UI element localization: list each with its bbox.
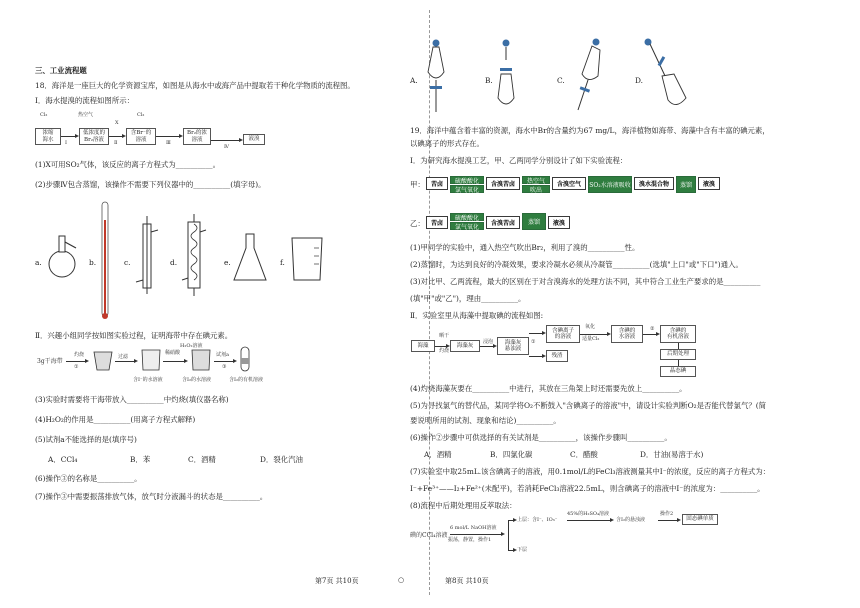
question-19-2: (2)蒸馏时，为达到良好的冷凝效果，要求冷凝水必须从冷凝管__________(选填"上口"或"下口")通入。 xyxy=(410,260,743,269)
question-18-6: (6)操作③的名称是__________。 xyxy=(35,474,142,483)
page-footer: 第8页 共10页 xyxy=(445,577,489,585)
flow-label: 45%的H₂SO₄溶液 xyxy=(567,511,610,517)
flow-step: 热空气 xyxy=(522,176,550,184)
apparatus-label: d. xyxy=(170,258,178,267)
flow-box: 含碘的 有机溶液 xyxy=(660,325,696,343)
flow-step: 硫酸酸化 xyxy=(450,176,484,184)
flow-box: 残渣 xyxy=(546,350,568,362)
flow-box: 固态碘单质 xyxy=(682,514,718,525)
funnel-label: D. xyxy=(635,76,644,85)
section-title: 三、工业流程题 xyxy=(35,66,87,75)
option-a: A．CCl₄ xyxy=(48,455,78,464)
flow-box: 晶态碘 xyxy=(660,366,696,377)
separatory-funnel-icon xyxy=(570,36,610,114)
right-page xyxy=(410,0,850,608)
condenser-icon xyxy=(134,214,160,296)
separatory-funnel-icon xyxy=(494,38,518,114)
question-19: 19．海洋中蕴含着丰富的资源，海水中Br的含量约为67 mg/L，海洋植物如海带、海藻中含有丰富的碘元素， xyxy=(410,126,770,135)
flow-label: 氧化 xyxy=(585,324,596,330)
option-c: C．醋酸 xyxy=(570,450,598,459)
question-18: 18．海洋是一座巨大的化学资源宝库，如图是从海水中或海产品中提取若干种化学物质的流程图。 xyxy=(35,81,355,90)
question-19-7: (7)实验室中取25mL.该含碘离子的溶液，用0.1mol/L的FeCl₃溶液测量其中I⁻的浓度，反应的离子方程式为： xyxy=(410,467,771,476)
flow-label: ② xyxy=(650,326,655,332)
flow-box: 溴水混合物 xyxy=(634,177,674,190)
crucible-icon xyxy=(92,348,114,372)
flow-box: 低浓度的 Br₂溶液 xyxy=(79,128,109,145)
flow-label: 热空气 xyxy=(78,112,94,118)
separator-mark: ○ xyxy=(398,576,405,584)
apparatus-label: b. xyxy=(89,258,97,267)
option-d: D．裂化汽油 xyxy=(260,455,303,464)
flow-step: Ⅰ xyxy=(65,140,67,146)
flow-box: 液溴 xyxy=(548,216,570,229)
flow-label: ① xyxy=(531,339,536,345)
flow-label: 适量Cl₂ xyxy=(582,336,600,342)
flow-label: X xyxy=(115,120,119,126)
flow-step: SO₂水溶液吸收 xyxy=(588,176,632,193)
question-19-5: (5)为寻找氯气的替代品，某同学将O₂不断鼓入"含碘离子的溶液"中，请设计实验判断O₂是否能代替氯气？(简 xyxy=(410,401,766,410)
beaker-icon xyxy=(290,236,324,282)
funnel-label: A. xyxy=(410,76,418,85)
apparatus-label: f. xyxy=(280,258,285,267)
flow-label: Cl₂ xyxy=(137,112,145,118)
question-19-3-cont: (填"甲"或"乙")，理由__________。 xyxy=(410,294,526,303)
flow-label: 稀硝酸 xyxy=(165,350,181,356)
flow-label: 含I₂的水溶液 xyxy=(182,377,211,383)
flow-label: 6 mol/L NaOH溶液 xyxy=(450,525,497,531)
question-18-7: (7)操作③中需要振荡排放气体，放气时分液漏斗的状态是__________。 xyxy=(35,492,268,501)
question-19-8: (8)流程中后期处理用反萃取法： xyxy=(410,501,517,510)
question-19-1: (1)甲同学的实验中，通入热空气吹出Br₂，利用了溴的__________性。 xyxy=(410,243,640,252)
option-b: B．苯 xyxy=(130,455,151,464)
conical-flask-icon xyxy=(232,232,268,284)
flow-step: 硫酸酸化 xyxy=(450,213,484,221)
beaker-icon xyxy=(190,348,212,372)
question-19-cont: 以碘离子的形式存在。 xyxy=(410,139,484,148)
apparatus-label: a. xyxy=(35,258,42,267)
question-19-5-cont: 要说明所用的试剂、现象和结论)__________。 xyxy=(410,416,561,425)
question-19-6: (6)操作②步骤中可供选择的有关试剂是__________，该操作步骤叫__________。 xyxy=(410,433,672,442)
question-19-3: (3)对比甲、乙两流程，最大的区别在于对含溴海水的处理方法不同，其中符合工业生产要求的是__________ xyxy=(410,277,761,286)
flow-label: 3g干海带 xyxy=(37,358,63,365)
flow-label: Cl₂ xyxy=(40,112,48,118)
flow-box: 苦卤 xyxy=(426,177,448,190)
flow-label: H₂O₂溶液 xyxy=(180,343,203,349)
question-18-3: (3)实验时需要将干海带放入__________中灼烧(填仪器名称) xyxy=(35,395,229,404)
flow-box: 含碘离子 的溶液 xyxy=(546,325,580,343)
flow-label: 振荡，静置，操作1 xyxy=(448,537,492,543)
flow-box: 含溴空气 xyxy=(552,177,586,190)
thermometer-icon xyxy=(98,200,112,322)
flow-step: 蒸馏 xyxy=(522,213,546,230)
flow-step: 吹出 xyxy=(522,185,550,193)
flow-label: 含I₂的悬浊液 xyxy=(616,517,645,523)
funnel-label: C. xyxy=(557,76,565,85)
flow-box: 海藻 xyxy=(411,340,435,352)
flow-box: 海藻灰 悬浊液 xyxy=(497,337,529,355)
flow-box: 后期处理 xyxy=(660,349,696,360)
apparatus-label: e. xyxy=(224,258,231,267)
separatory-funnel-icon xyxy=(642,36,690,114)
question-19-4: (4)灼烧海藻灰要在__________中进行，其放在三角架上时还需要先放上__________。 xyxy=(410,384,687,393)
flow-step: Ⅱ xyxy=(114,140,118,146)
flow-step: 氯气氧化 xyxy=(450,185,484,193)
flow-label: 碘的CCl₄溶液 xyxy=(410,532,448,539)
option-d: D．甘油(易溶于水) xyxy=(640,450,704,459)
flow-label: ① xyxy=(74,364,79,370)
flow-label: 晒干 xyxy=(439,333,450,339)
flow-box: 液溴 xyxy=(698,177,720,190)
flow-label: 灼烧 xyxy=(74,352,85,358)
flow-jia-label: 甲： xyxy=(410,180,425,189)
test-tube-icon xyxy=(238,346,252,372)
flow-box: 苦卤 xyxy=(426,216,448,229)
flow-label: 含I₂的有机溶液 xyxy=(229,377,263,383)
option-c: C．酒精 xyxy=(188,455,216,464)
flow-step: Ⅲ xyxy=(166,140,171,146)
flow-label: 下层 xyxy=(517,547,528,553)
option-a: A．酒精 xyxy=(424,450,452,459)
page-footer: 第7页 共10页 xyxy=(315,577,359,585)
flow-box: 含Br⁻的 溶液 xyxy=(126,128,156,145)
flow-step: 蒸馏 xyxy=(676,176,696,193)
left-page xyxy=(0,0,420,608)
flow-label: 操作2 xyxy=(660,511,674,517)
flow-label: 试剂a xyxy=(216,352,229,358)
flow-box: 液溴 xyxy=(243,134,265,145)
question-18-2: (2)步骤Ⅳ包含蒸馏，该操作不需要下列仪器中的__________(填字母)。 xyxy=(35,180,266,189)
round-flask-icon xyxy=(42,232,82,282)
flow-box: 含溴苦卤 xyxy=(486,216,520,229)
coil-condenser-icon xyxy=(180,212,208,298)
flow-label: 含I⁻的水溶液 xyxy=(133,377,163,383)
apparatus-label: c. xyxy=(124,258,131,267)
flow-box: 浓缩 海水 xyxy=(35,128,61,145)
flow-box: Br₂的浓 溶液 xyxy=(183,128,211,145)
flow-label: 上层：含I⁻、IO₃⁻ xyxy=(517,517,558,523)
flow-step: Ⅳ xyxy=(224,144,229,150)
flow-yi-label: 乙： xyxy=(410,219,425,228)
part-2-title: Ⅱ．实验室里从海藻中提取碘的流程如图: xyxy=(410,311,544,320)
flow-box: 含碘的 水溶液 xyxy=(611,325,643,343)
flow-box: 海藻灰 xyxy=(450,340,480,352)
flow-box: 含溴苦卤 xyxy=(486,177,520,190)
flow-label: 过滤 xyxy=(118,354,129,360)
flow-label: ③ xyxy=(222,364,227,370)
beaker-icon xyxy=(140,348,162,372)
question-19-7-cont: I⁻+Fe³⁺——I₂+Fe²⁺(未配平)，若消耗FeCl₃溶液22.5mL，则含碘离子的溶液中I⁻的浓度为：__________。 xyxy=(410,484,765,493)
part-1-title: I．为研究海水提溴工艺，甲、乙两同学分别设计了如下实验流程： xyxy=(410,156,628,165)
part-2-title: Ⅱ．兴趣小组同学按如图实验过程，证明海带中存在碘元素。 xyxy=(35,331,233,340)
option-b: B．四氯化碳 xyxy=(490,450,533,459)
question-18-1: (1)X可用SO₂气体，该反应的离子方程式为__________。 xyxy=(35,160,221,169)
flow-label: 浸泡 xyxy=(483,339,494,345)
question-18-4: (4)H₂O₂的作用是__________(用离子方程式解释) xyxy=(35,415,196,424)
separatory-funnel-icon xyxy=(424,38,448,114)
part-1-title: Ⅰ．海水提溴的流程如图所示： xyxy=(35,96,134,105)
flow-label: 灼烧 xyxy=(439,348,450,354)
funnel-label: B. xyxy=(485,76,493,85)
question-18-5: (5)试剂a不能选择的是(填序号) xyxy=(35,435,137,444)
flow-step: 氯气氧化 xyxy=(450,222,484,230)
